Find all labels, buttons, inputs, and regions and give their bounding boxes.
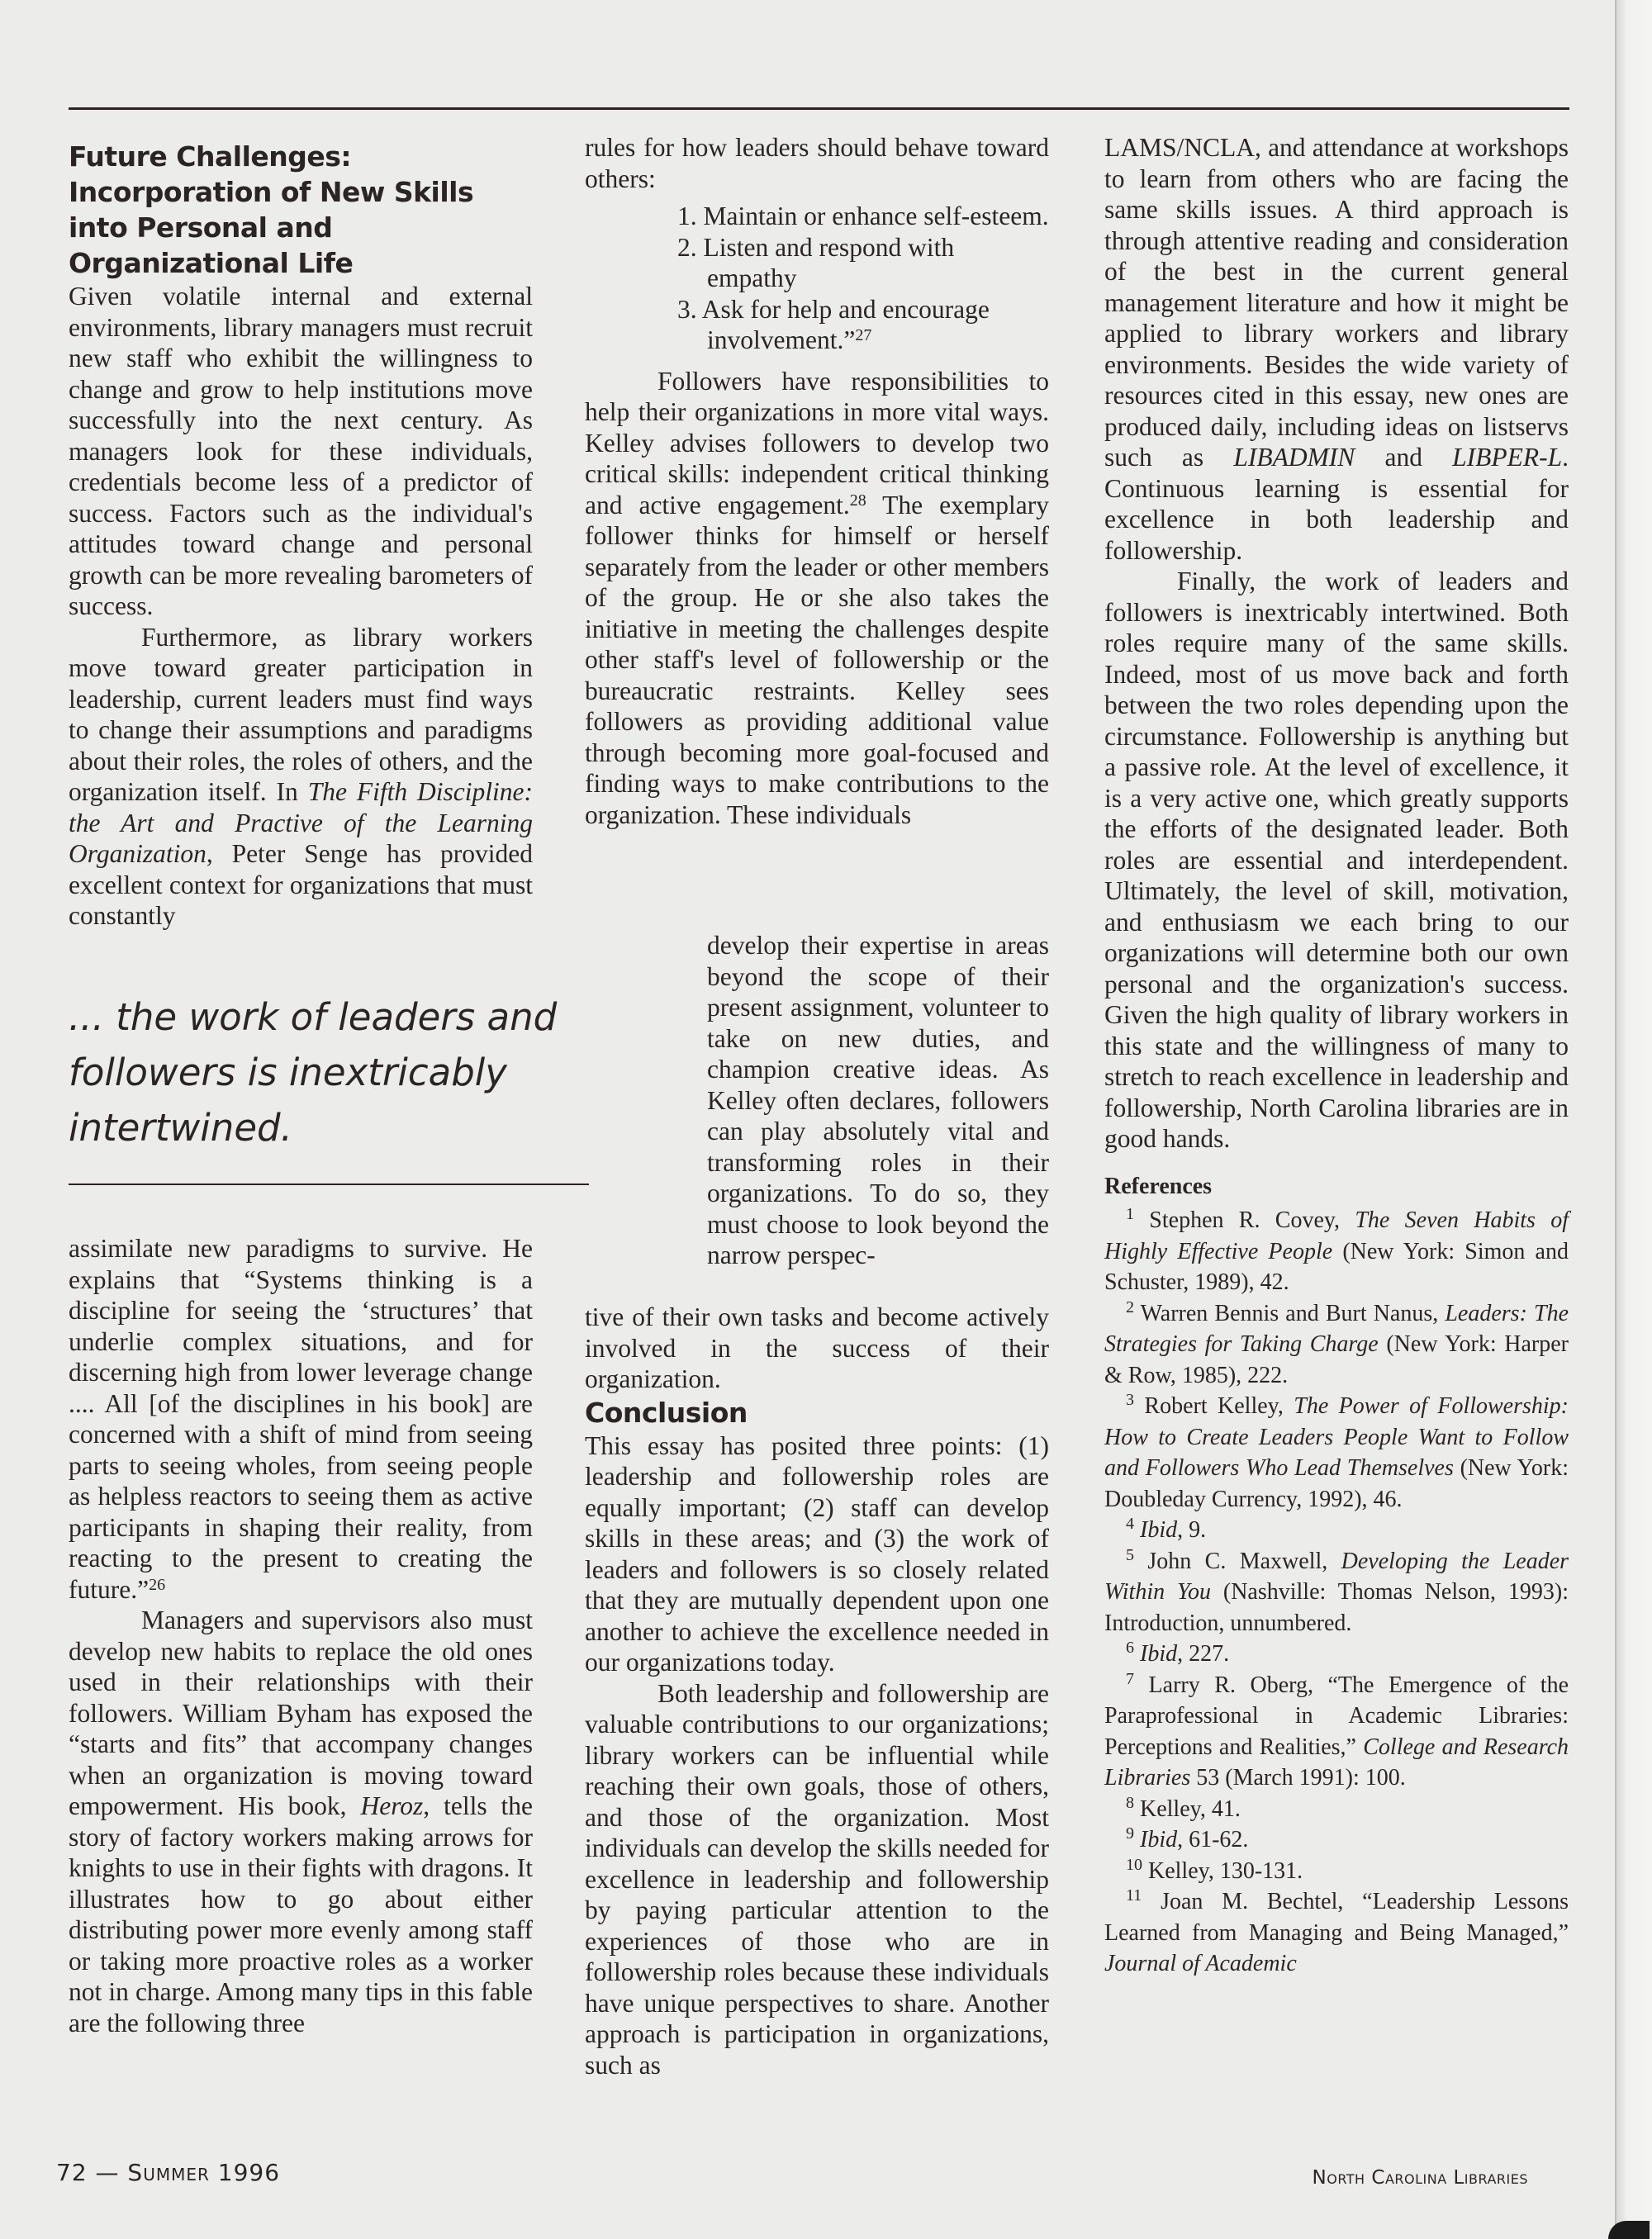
references-list [1104,1205,1569,1980]
list-item: 2. Listen and respond with empathy [677,232,955,292]
footnote-ref: 27 [855,326,872,344]
listserv-name: LIBADMIN [1233,443,1355,472]
reference-item: $^{11}$ Joan M. Bechtel, “Leadership Lessons Learned from Managing and Being Managed,” Journal of Academic [1104,1886,1569,1976]
rules-list [585,201,1049,356]
paragraph: This essay has posited three points: (1) leadership and followership roles are equally important; (2) staff can develop skills in these areas; and (3) the work of leaders and followers is so closely related that they are mutually dependent upon one another to achieve the excellence needed in our organizations today. [585,1430,1049,1677]
paragraph: develop their expertise in areas beyond the scope of their present assignment, volunteer to take on new duties, and champion creative ideas. As Kelley often declares, followers can play absolutely vital and transforming roles in their organizations. To do so, they must choose to look beyond the narrow perspec- [707,931,1049,1269]
column-2-wrap [707,930,1049,1271]
section-heading-future-challenges: Future Challenges: Incorporation of New Skills into Personal and Organizational Life [69,140,474,279]
reference-item: $^1$ Stephen R. Covey, The Seven Habits of Highly Effective People (New York: Simon and Schuster, 1989), 42. [1104,1205,1569,1295]
pull-quote-rule [69,1184,589,1185]
footnote-ref: 26 [149,1575,166,1594]
column-1-bottom [69,1233,533,2038]
reference-item: $^8$ Kelley, 41. [1126,1793,1241,1822]
book-title: Heroz [360,1791,424,1820]
paragraph: Both leadership and followership are valuable contributions to our organizations; library workers can be influential while reaching their own goals, those of others, and those of the organization. Most individuals can develop the skills needed for excellence in leadership and followership by paying particular attention to the experiences of those who are in followership roles because these individuals have unique perspectives to share. Another approach is participation in organizations, such as [585,1678,1049,2080]
reference-item: $^5$ John C. Maxwell, Developing the Leader Within You (Nashville: Thomas Nelson, 1993): Introduction, unnumbered. [1104,1545,1569,1636]
paragraph: assimilate new paradigms to survive. He explains that “Systems thinking is a discipline for seeing the ‘structures’ that underlie complex situations, and for discerning high from lower leverage change .... All [of the disciplines in his book] are concerned with a shift of mind from seeing parts to seeing wholes, from seeing people as helpless reactors to seeing them as active participants in shaping their reality, from reacting to the present to creating the future.”$^{26}$ [69,1234,533,1604]
list-item: 1. Maintain or enhance self-esteem. [677,202,1049,230]
paragraph: LAMS/NCLA, and attendance at workshops to learn from others who are facing the same skills issues. A third approach is through attentive reading and consideration of the best in the current general management literature and how it might be applied to library workers and library environments. Besides the wide variety of resources cited in this essay, new ones are produced daily, including ideas on listservs such as LIBADMIN and LIBPER-L. Continuous learning is essential for excellence in both leadership and followership. [1104,133,1569,565]
paragraph: Followers have responsibilities to help their organizations in more vital ways. Kelley advises followers to develop two critical skills: independent critical thinking and active engagement.$^{28}$ The exemplary follower thinks for himself or herself separately from the leader or other members of the group. He or she also takes the initiative in meeting the challenges despite other staff's level of followership or the bureaucratic restraints. Kelley sees followers as providing additional value through becoming more goal-focused and finding ways to make contributions to the organization. These individuals [585,366,1050,829]
footer-publication-name: North Carolina Libraries [1312,2167,1528,2189]
paragraph: rules for how leaders should behave toward others: [585,133,1049,193]
top-rule [69,107,1569,110]
footnote-ref: 28 [849,491,866,510]
paragraph: Furthermore, as library workers move toward greater participation in leadership, current leaders must find ways to change their assumptions and paradigms about their roles, the roles of others, and the organization itself. In The Fifth Discipline: the Art and Practive of the Learning Organization, Peter Senge has provided excellent context for organizations that must constantly [69,622,534,930]
column-1-top [69,139,533,932]
reference-item: $^2$ Warren Bennis and Burt Nanus, Leaders: The Strategies for Taking Charge (New York: Harper & Row, 1985), 222. [1104,1297,1569,1388]
column-2-top [585,132,1049,830]
pull-quote: ... the work of leaders and followers is inextricably intertwined. [69,995,558,1150]
reference-item: $^9$ Ibid, 61-62. [1126,1824,1249,1852]
list-item: 3. Ask for help and encourage involvement.”$^{27}$ [677,294,990,354]
binding-shadow [1608,2221,1650,2239]
reference-item: $^4$ Ibid, 9. [1126,1515,1207,1543]
book-page-edge [1615,0,1652,2239]
column-2-bottom [585,1302,1049,2080]
book-title: The Fifth Discipline: the Art and Practive of the Learning Organization [69,777,534,868]
listserv-name: LIBPER-L [1452,443,1563,472]
references-heading: References [1104,1173,1213,1199]
reference-item: $^{10}$ Kelley, 130-131. [1126,1855,1303,1884]
paragraph: tive of their own tasks and become actively involved in the success of their organization. [585,1302,1049,1393]
footer-page-issue: 72 — Summer 1996 [56,2159,281,2186]
paragraph: Finally, the work of leaders and followers is inextricably intertwined. Both roles require many of the same skills. Indeed, most of us move back and forth between the two roles depending upon the circumstance. Followership is anything but a passive role. At the level of excellence, it is a very active one, which greatly supports the efforts of the designated leader. Both roles are essential and interdependent. Ultimately, the level of skill, motivation, and enthusiasm we each bring to our organizations will determine both our own personal and the organization's success. Given the high quality of library workers in this state and the willingness of many to stretch to reach excellence in leadership and followership, North Carolina libraries are in good hands. [1104,567,1569,1153]
reference-item: $^7$ Larry R. Oberg, “The Emergence of the Paraprofessional in Academic Libraries: Perceptions and Realities,” College and Research Libraries 53 (March 1991): 100. [1104,1669,1569,1791]
paragraph: Managers and supervisors also must develop new habits to replace the old ones used in their relationships with their followers. William Byham has exposed the “starts and fits” that accompany changes when an organization is moving toward empowerment. His book, Heroz, tells the story of factory workers making arrows for knights to use in their fights with dragons. It illustrates how to go about either distributing power more evenly among staff or taking more proactive roles as a worker not in charge. Among many tips in this fable are the following three [69,1606,533,2037]
reference-item: $^3$ Robert Kelley, The Power of Followership: How to Create Leaders People Want to Follow and Followers Who Lead Themselves (New York: Doubleday Currency, 1992), 46. [1104,1391,1569,1512]
paragraph: Given volatile internal and external environments, library managers must recruit new staff who exhibit the willingness to change and grow to help institutions move successfully into the next century. As managers look for these individuals, credentials become less of a predictor of success. Factors such as the individual's attitudes toward change and personal growth can be more revealing barometers of success. [69,282,533,620]
section-heading-conclusion: Conclusion [585,1396,748,1429]
column-3 [1104,132,1569,1980]
reference-item: $^6$ Ibid, 227. [1126,1639,1230,1667]
